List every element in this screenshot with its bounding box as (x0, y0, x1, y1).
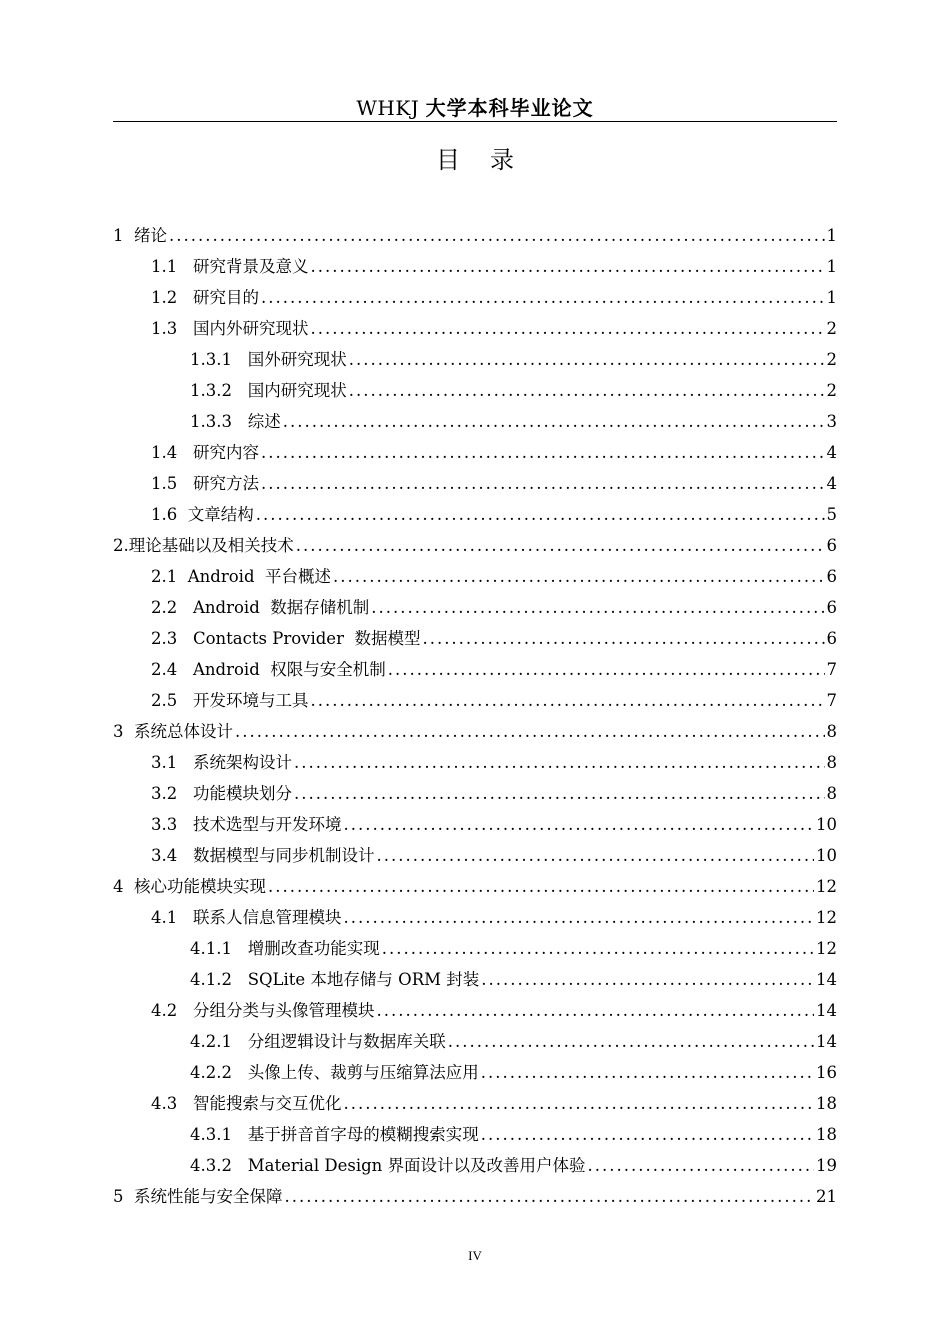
toc-title-char-1: 目 (436, 146, 460, 174)
toc-entry-number: 1.5 (151, 474, 193, 493)
toc-entry-title: 增删改查功能实现 (247, 939, 380, 958)
toc-leader-dots (481, 1057, 814, 1088)
toc-leader-dots (310, 313, 824, 344)
toc-leader-dots (294, 747, 825, 778)
toc-entry-page: 8 (826, 722, 837, 741)
toc-entry-title: Android 数据存储机制 (192, 598, 370, 617)
toc-leader-dots (349, 344, 825, 375)
toc-entry[interactable] (113, 1057, 837, 1088)
toc-entry-number: 3.1 (151, 753, 193, 772)
toc-entry-number: 2.5 (151, 691, 193, 710)
toc-leader-dots (343, 1088, 814, 1119)
toc-entry-page: 12 (816, 939, 837, 958)
toc-entry-title: 头像上传、裁剪与压缩算法应用 (247, 1063, 479, 1082)
toc-entry-title: 技术选型与开发环境 (192, 815, 342, 834)
toc-entry[interactable] (113, 933, 837, 964)
toc-entry-page: 14 (816, 1032, 837, 1051)
toc-leader-dots (283, 406, 825, 437)
toc-leader-dots (261, 468, 825, 499)
toc-entry-page: 2 (826, 381, 837, 400)
toc-entry-title: 国内研究现状 (247, 381, 347, 400)
toc-entry[interactable] (113, 1150, 837, 1181)
toc-entry-page: 5 (826, 505, 837, 524)
toc-entry-number: 4.1 (151, 908, 193, 927)
toc-entry-title: Android 权限与安全机制 (192, 660, 386, 679)
toc-entry-title: 综述 (247, 412, 281, 431)
toc-leader-dots (256, 499, 825, 530)
toc-entry-title: SQLite 本地存储与 ORM 封装 (247, 970, 480, 989)
toc-entry-title: 系统架构设计 (192, 753, 292, 772)
toc-leader-dots (261, 437, 825, 468)
toc-entry-title: 文章结构 (187, 505, 254, 524)
toc-entry-number: 1.3.2 (190, 381, 248, 400)
toc-leader-dots (235, 716, 825, 747)
toc-entry-title: 数据模型与同步机制设计 (192, 846, 375, 865)
toc-leader-dots (422, 623, 824, 654)
toc-entry-page: 19 (816, 1156, 837, 1175)
toc-entry[interactable] (113, 313, 837, 344)
toc-entry-title: 系统性能与安全保障 (134, 1187, 283, 1206)
toc-leader-dots (481, 964, 814, 995)
toc-entry-title: Android 平台概述 (187, 567, 331, 586)
toc-leader-dots (588, 1150, 814, 1181)
toc-entry[interactable] (113, 468, 837, 499)
toc-entry[interactable] (113, 871, 837, 902)
toc-entry[interactable] (113, 902, 837, 933)
toc-entry-page: 1 (826, 288, 837, 307)
toc-entry-number: 3.3 (151, 815, 193, 834)
toc-entry-page: 16 (816, 1063, 837, 1082)
toc-entry-title: Contacts Provider 数据模型 (192, 629, 421, 648)
toc-entry-title: 分组逻辑设计与数据库关联 (247, 1032, 446, 1051)
toc-entry-number: 1.3 (151, 319, 193, 338)
toc-entry-title: 系统总体设计 (134, 722, 233, 741)
toc-title-char-2: 录 (490, 146, 514, 174)
toc-leader-dots (333, 561, 825, 592)
toc-entry-number: 1.3.1 (190, 350, 248, 369)
toc-entry-page: 18 (816, 1125, 837, 1144)
toc-entry-page: 2 (826, 319, 837, 338)
toc-entry-number: 4.2 (151, 1001, 193, 1020)
toc-entry-number: 1.2 (151, 288, 193, 307)
toc-entry-page: 6 (826, 567, 837, 586)
toc-entry[interactable] (113, 561, 837, 592)
toc-entry[interactable] (113, 964, 837, 995)
toc-entry-number: 4.3.2 (190, 1156, 248, 1175)
toc-entry[interactable] (113, 344, 837, 375)
running-header (113, 96, 837, 120)
toc-entry-page: 6 (826, 598, 837, 617)
toc-entry-page: 18 (816, 1094, 837, 1113)
toc-entry-number: 2.3 (151, 629, 193, 648)
toc-entry-number: 3.2 (151, 784, 193, 803)
toc-entry[interactable] (113, 840, 837, 871)
toc-entry-number: 3 (113, 722, 134, 741)
page-number: IV (468, 1248, 482, 1263)
header-title: 大学本科毕业论文 (425, 96, 594, 120)
toc-entry[interactable] (113, 654, 837, 685)
toc-entry-number: 2.2 (151, 598, 193, 617)
toc-leader-dots (376, 995, 814, 1026)
toc-entry[interactable] (113, 592, 837, 623)
toc-entry[interactable] (113, 1026, 837, 1057)
toc-entry-page: 12 (816, 908, 837, 927)
table-of-contents (113, 220, 837, 1212)
toc-entry-page: 1 (826, 226, 837, 245)
toc-entry[interactable] (113, 995, 837, 1026)
toc-entry-number: 5 (113, 1187, 134, 1206)
toc-leader-dots (261, 282, 825, 313)
toc-entry-title: 功能模块划分 (192, 784, 292, 803)
toc-entry-number: 4.2.1 (190, 1032, 248, 1051)
header-school-code: WHKJ (356, 96, 420, 120)
toc-entry-title: 研究目的 (192, 288, 259, 307)
toc-entry-number: 2.1 (151, 567, 188, 586)
toc-entry-page: 10 (816, 846, 837, 865)
toc-entry[interactable] (113, 778, 837, 809)
toc-entry-number: 1.3.3 (190, 412, 248, 431)
toc-leader-dots (294, 778, 825, 809)
toc-leader-dots (310, 685, 824, 716)
toc-entry-number: 4.1.2 (190, 970, 248, 989)
toc-leader-dots (310, 251, 824, 282)
toc-entry-title: 研究方法 (192, 474, 259, 493)
toc-leader-dots (349, 375, 825, 406)
toc-leader-dots (371, 592, 824, 623)
toc-entry-title: 研究背景及意义 (192, 257, 309, 276)
toc-leader-dots (376, 840, 814, 871)
toc-entry-page: 7 (826, 691, 837, 710)
toc-entry[interactable] (113, 1119, 837, 1150)
toc-entry-page: 4 (826, 443, 837, 462)
toc-entry-number: 1 (113, 226, 134, 245)
toc-entry-page: 6 (826, 536, 837, 555)
toc-entry-number: 4.2.2 (190, 1063, 248, 1082)
toc-entry-title: 智能搜索与交互优化 (192, 1094, 342, 1113)
toc-entry-title: 分组分类与头像管理模块 (192, 1001, 375, 1020)
toc-entry-page: 8 (826, 753, 837, 772)
toc-entry-title: 联系人信息管理模块 (192, 908, 342, 927)
toc-entry[interactable] (113, 685, 837, 716)
toc-leader-dots (343, 809, 814, 840)
toc-entry[interactable] (113, 220, 837, 251)
toc-entry[interactable] (113, 716, 837, 747)
toc-leader-dots (296, 530, 825, 561)
toc-entry-title: 开发环境与工具 (192, 691, 309, 710)
toc-entry-page: 12 (816, 877, 837, 896)
toc-entry[interactable] (113, 1181, 837, 1212)
toc-entry-page: 2 (826, 350, 837, 369)
toc-leader-dots (388, 654, 825, 685)
toc-title (113, 145, 837, 175)
toc-leader-dots (481, 1119, 814, 1150)
toc-entry-number: 4 (113, 877, 134, 896)
toc-leader-dots (382, 933, 814, 964)
toc-leader-dots (285, 1181, 815, 1212)
header-rule (113, 121, 837, 122)
toc-entry[interactable] (113, 809, 837, 840)
toc-leader-dots (169, 220, 825, 251)
toc-entry[interactable] (113, 251, 837, 282)
toc-entry-number: 2.4 (151, 660, 193, 679)
toc-entry-number: 4.3 (151, 1094, 193, 1113)
toc-entry-number: 4.1.1 (190, 939, 248, 958)
toc-leader-dots (268, 871, 814, 902)
toc-entry-number: 3.4 (151, 846, 193, 865)
toc-entry-page: 1 (826, 257, 837, 276)
toc-entry-title: 核心功能模块实现 (134, 877, 266, 896)
toc-entry[interactable] (113, 375, 837, 406)
toc-entry-title: 理论基础以及相关技术 (128, 536, 294, 555)
toc-entry-page: 8 (826, 784, 837, 803)
toc-entry[interactable] (113, 623, 837, 654)
toc-entry-number: 1.6 (151, 505, 188, 524)
toc-leader-dots (343, 902, 814, 933)
toc-entry[interactable] (113, 282, 837, 313)
toc-entry[interactable] (113, 406, 837, 437)
toc-entry-page: 6 (826, 629, 837, 648)
toc-entry-number: 1.4 (151, 443, 193, 462)
toc-entry-number: 1.1 (151, 257, 193, 276)
toc-entry-page: 14 (816, 1001, 837, 1020)
toc-entry-title: 基于拼音首字母的模糊搜索实现 (247, 1125, 479, 1144)
toc-entry-title: 研究内容 (192, 443, 259, 462)
toc-entry[interactable] (113, 1088, 837, 1119)
toc-entry-number: 2. (113, 536, 129, 555)
toc-entry-title: Material Design 界面设计以及改善用户体验 (247, 1156, 586, 1175)
toc-entry-title: 国内外研究现状 (192, 319, 309, 338)
toc-entry[interactable] (113, 747, 837, 778)
toc-entry-page: 21 (816, 1187, 837, 1206)
toc-leader-dots (448, 1026, 814, 1057)
toc-entry-number: 4.3.1 (190, 1125, 248, 1144)
toc-entry[interactable] (113, 530, 837, 561)
toc-entry-title: 国外研究现状 (247, 350, 347, 369)
toc-entry-page: 3 (826, 412, 837, 431)
toc-entry-page: 4 (826, 474, 837, 493)
toc-entry-page: 7 (826, 660, 837, 679)
toc-entry-page: 14 (816, 970, 837, 989)
toc-entry-title: 绪论 (134, 226, 167, 245)
toc-entry-page: 10 (816, 815, 837, 834)
toc-entry[interactable] (113, 437, 837, 468)
toc-entry[interactable] (113, 499, 837, 530)
